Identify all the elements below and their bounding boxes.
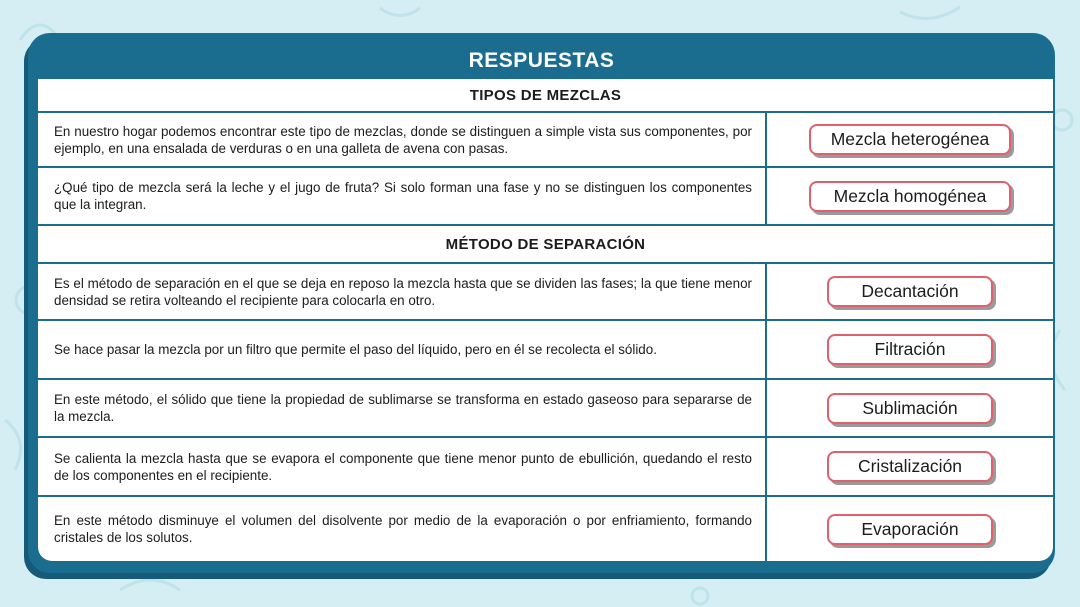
row-description: En este método disminuye el volumen del disolvente por medio de la evaporación o por enfriamiento, formando cristales de los solutos. <box>54 513 752 545</box>
column-divider <box>765 264 767 561</box>
answer-cell <box>767 113 1053 166</box>
answer-badge: Mezcla homogénea <box>809 181 1011 212</box>
table-row <box>38 113 1053 166</box>
row-description: En nuestro hogar podemos encontrar este tipo de mezclas, donde se distinguen a simple vista sus componentes, por ejemplo, en una ensalada de verduras o en una galleta de avena con pasas. <box>54 123 752 156</box>
answer-badge: Evaporación <box>827 514 993 545</box>
answers-table <box>38 79 1053 561</box>
answer-badge: Decantación <box>827 276 993 307</box>
table-row <box>38 497 1053 561</box>
answer-cell <box>767 497 1053 561</box>
answer-cell <box>767 264 1053 319</box>
table-row <box>38 438 1053 495</box>
row-description: ¿Qué tipo de mezcla será la leche y el jugo de fruta? Si solo forman una fase y no se distinguen los componentes que la integran. <box>54 180 752 212</box>
section-header-tipos: TIPOS DE MEZCLAS <box>469 86 622 104</box>
row-description: Es el método de separación en el que se deja en reposo la mezcla hasta que se dividen las fases; la que tiene menor densidad se retira volteando el recipiente para colocarla en otro. <box>54 275 752 308</box>
table-row <box>38 380 1053 436</box>
table-row <box>38 321 1053 378</box>
table-row <box>38 168 1053 224</box>
answer-badge: Cristalización <box>827 451 993 482</box>
column-divider <box>765 113 767 224</box>
section-header-metodo: MÉTODO DE SEPARACIÓN <box>445 235 646 253</box>
answer-badge: Mezcla heterogénea <box>809 124 1011 155</box>
answer-cell <box>767 321 1053 378</box>
answer-cell <box>767 380 1053 436</box>
answer-cell <box>767 438 1053 495</box>
table-row <box>38 264 1053 319</box>
card-title: RESPUESTAS <box>468 49 615 72</box>
row-description: Se calienta la mezcla hasta que se evapora el componente que tiene menor punto de ebullición, quedando el resto de los componentes en el recipiente. <box>54 450 752 483</box>
answer-badge: Filtración <box>827 334 993 365</box>
answer-badge: Sublimación <box>827 393 993 424</box>
answer-cell <box>767 168 1053 224</box>
row-description: En este método, el sólido que tiene la propiedad de sublimarse se transforma en estado gaseoso para separarse de la mezcla. <box>54 392 752 424</box>
row-description: Se hace pasar la mezcla por un filtro que permite el paso del líquido, pero en él se recolecta el sólido. <box>54 342 657 357</box>
answers-card <box>28 33 1055 573</box>
